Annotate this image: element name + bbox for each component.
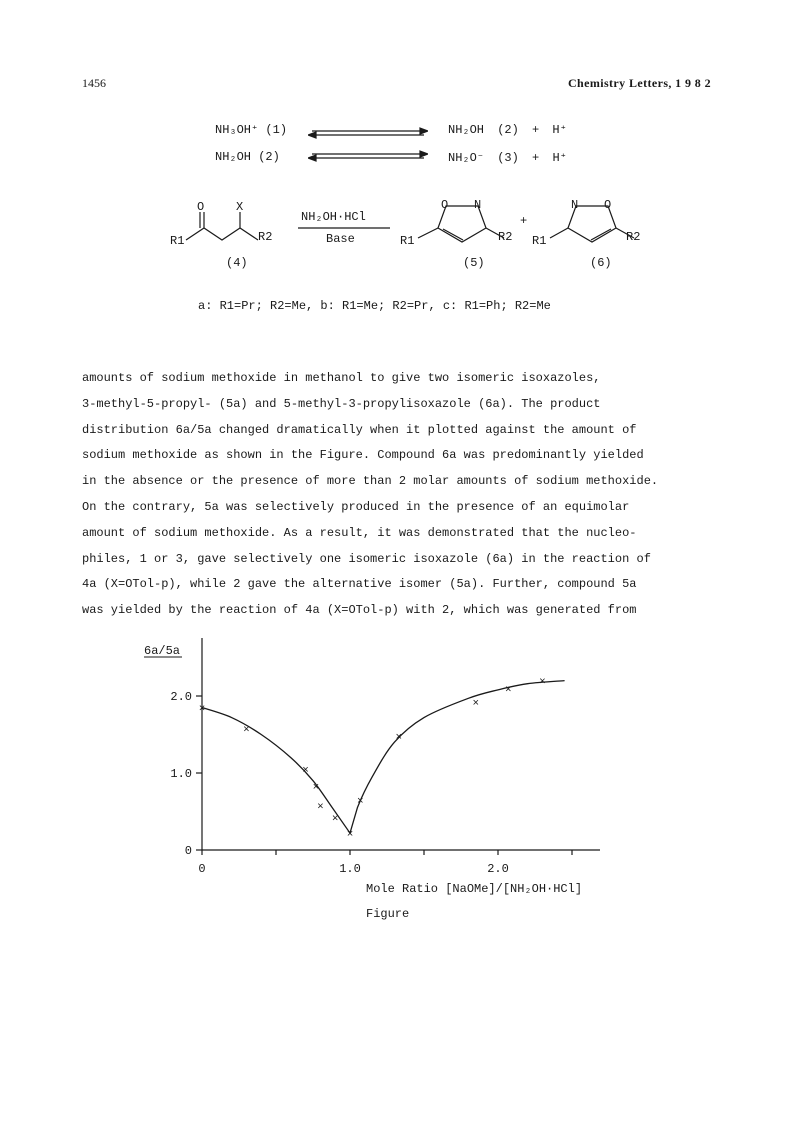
journal-header: Chemistry Letters, 1 9 8 2 xyxy=(567,76,711,90)
substituent-definitions: a: R1=Pr; R2=Me, b: R1=Me; R2=Pr, c: R1=Ph; R2=Me xyxy=(198,299,551,313)
x-axis-label: Mole Ratio [NaOMe]/[NH₂OH·HCl] xyxy=(366,882,583,896)
data-point: × xyxy=(505,684,512,697)
y-axis-label: 6a/5a xyxy=(144,644,181,658)
y-tick-label: 0 xyxy=(184,844,192,858)
plus-sign: + xyxy=(520,214,528,228)
body-line: amounts of sodium methoxide in methanol to give two isomeric isoxazoles, xyxy=(82,371,601,385)
ketone-r2: R2 xyxy=(258,230,273,244)
figure-caption: Figure xyxy=(366,907,410,921)
isox6-nitrogen: N xyxy=(571,198,579,212)
isox5-r2: R2 xyxy=(498,230,513,244)
ketone-oxygen: O xyxy=(197,200,205,214)
data-point: × xyxy=(243,724,250,737)
ketone-label: (4) xyxy=(226,256,248,270)
body-line: distribution 6a/5a changed dramatically when it plotted against the amount of xyxy=(82,422,637,437)
data-point: × xyxy=(331,813,339,826)
equilibrium-1-left: NH₃OH⁺ (1) xyxy=(215,123,288,137)
equilibrium-2-left: NH₂OH (2) xyxy=(215,150,280,164)
figure-chart xyxy=(130,630,630,930)
isox5-nitrogen: N xyxy=(474,198,482,212)
isox6-oxygen: O xyxy=(604,198,612,212)
body-line: 3-methyl-5-propyl- (5a) and 5-methyl-3-propylisoxazole (6a). The product xyxy=(82,396,601,411)
data-point: × xyxy=(346,829,354,842)
isox5-oxygen: O xyxy=(441,198,449,212)
ketone-x: X xyxy=(236,200,244,214)
ketone-r1: R1 xyxy=(170,234,185,248)
page-number: 1456 xyxy=(82,76,106,90)
reagent-bottom: Base xyxy=(326,232,355,246)
x-tick-label: 0 xyxy=(198,862,206,876)
body-line: was yielded by the reaction of 4a (X=OTol-p) with 2, which was generated from xyxy=(82,603,637,618)
body-line: in the absence or the presence of more than 2 molar amounts of sodium methoxide. xyxy=(82,474,659,489)
body-line: On the contrary, 5a was selectively produced in the presence of an equimolar xyxy=(82,499,630,514)
data-point: × xyxy=(472,698,480,711)
x-tick-label: 2.0 xyxy=(487,862,509,876)
equilibrium-arrows xyxy=(308,125,428,165)
product5-label: (5) xyxy=(463,256,485,270)
equilibrium-1-right: NH₂OH (2) + H⁺ xyxy=(448,123,567,137)
equilibrium-2-right: NH₂O⁻ (3) + H⁺ xyxy=(448,151,567,165)
ketone-chain xyxy=(186,228,258,240)
data-point: × xyxy=(312,782,320,795)
body-line: amount of sodium methoxide. As a result, it was demonstrated that the nucleo- xyxy=(82,525,637,540)
data-point: × xyxy=(539,676,546,689)
body-paragraph xyxy=(82,366,722,624)
x-tick-label: 1.0 xyxy=(339,862,361,876)
fit-curve xyxy=(202,681,565,833)
data-point: × xyxy=(302,765,309,778)
y-tick-label: 1.0 xyxy=(170,767,192,781)
product6-label: (6) xyxy=(590,256,612,270)
isox6-r1: R1 xyxy=(532,234,547,248)
y-tick-label: 2.0 xyxy=(170,690,192,704)
data-point: × xyxy=(395,732,403,745)
body-line: 4a (X=OTol-p), while 2 gave the alternative isomer (5a). Further, compound 5a xyxy=(82,577,637,592)
isox6-r2: R2 xyxy=(626,230,641,244)
data-point: × xyxy=(357,795,364,808)
isox5-r1: R1 xyxy=(400,234,415,248)
body-line: sodium methoxide as shown in the Figure. Compound 6a was predominantly yielded xyxy=(82,448,644,463)
data-point: × xyxy=(317,801,324,814)
reaction-scheme xyxy=(160,196,660,271)
reagent-top: NH₂OH·HCl xyxy=(301,210,366,224)
body-line: philes, 1 or 3, gave selectively one isomeric isoxazole (6a) in the reaction of xyxy=(82,551,651,566)
data-point: × xyxy=(198,703,206,716)
